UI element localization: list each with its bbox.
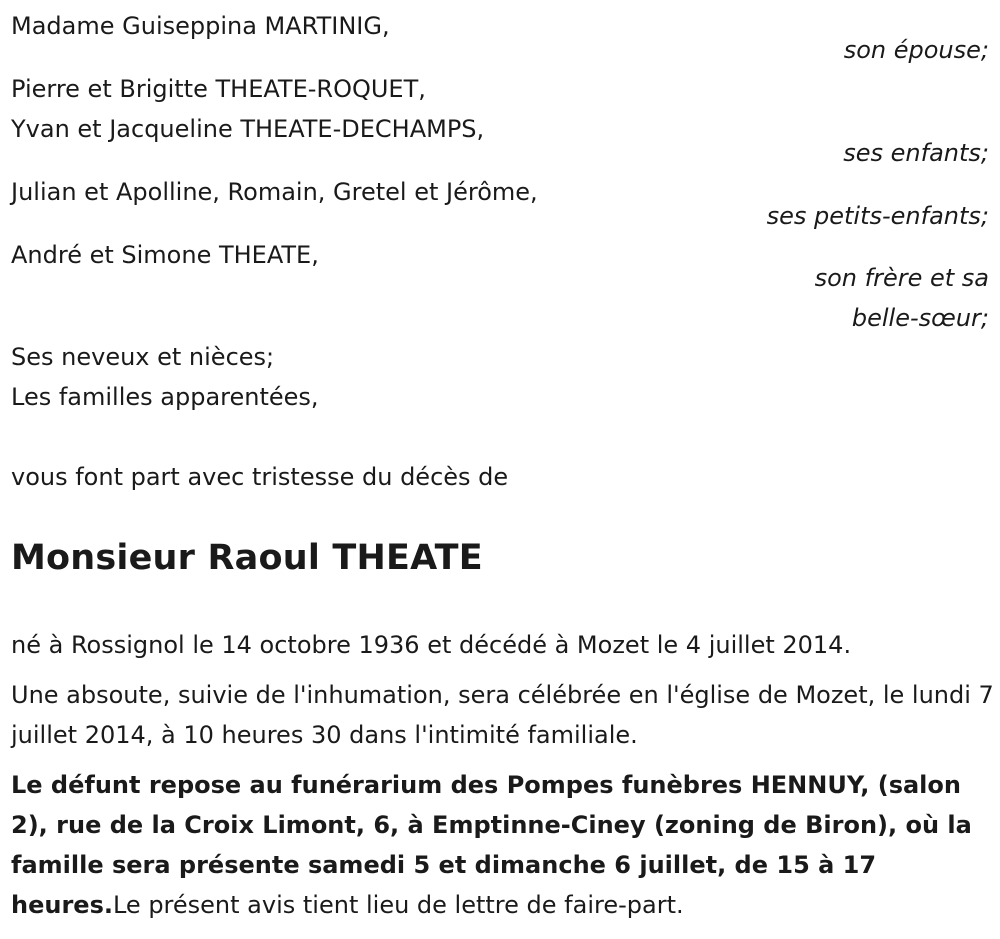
announcement-text: vous font part avec tristesse du décès de	[11, 463, 509, 491]
birth-death-line: né à Rossignol le 14 octobre 1936 et décédé à Mozet le 4 juillet 2014.	[11, 631, 852, 659]
sibling-relation-1: son frère et sa	[814, 264, 989, 292]
sibling-relation-2: belle-sœur;	[851, 304, 989, 332]
visitation-paragraph	[11, 765, 996, 925]
child-line-2: Yvan et Jacqueline THEATE-DECHAMPS,	[11, 115, 485, 143]
visitation-details: Le défunt repose au funérarium des Pompes funèbres HENNUY, (salon 2), rue de la Croix Limont, 6, à Emptinne-Ciney (zoning de Biron), où la famille sera présente samedi 5 et dimanche 6 juillet, de 15 à 17 heures.	[11, 771, 972, 919]
spouse-relation: son épouse;	[843, 36, 989, 64]
sibling-names: André et Simone THEATE,	[11, 241, 319, 269]
child-line-1: Pierre et Brigitte THEATE-ROQUET,	[11, 75, 426, 103]
grandchildren-names: Julian et Apolline, Romain, Gretel et Jérôme,	[11, 178, 538, 206]
closing-text: Le présent avis tient lieu de lettre de faire-part.	[112, 891, 684, 919]
children-relation: ses enfants;	[843, 139, 989, 167]
ceremony-paragraph: Une absoute, suivie de l'inhumation, sera célébrée en l'église de Mozet, le lundi 7 juillet 2014, à 10 heures 30 dans l'intimité familiale.	[11, 681, 994, 749]
grandchildren-relation: ses petits-enfants;	[766, 202, 989, 230]
nephews-line: Ses neveux et nièces;	[11, 343, 275, 371]
families-line: Les familles apparentées,	[11, 383, 319, 411]
deceased-name: Monsieur Raoul THEATE	[11, 538, 483, 578]
spouse-name: Madame Guiseppina MARTINIG,	[11, 12, 390, 40]
